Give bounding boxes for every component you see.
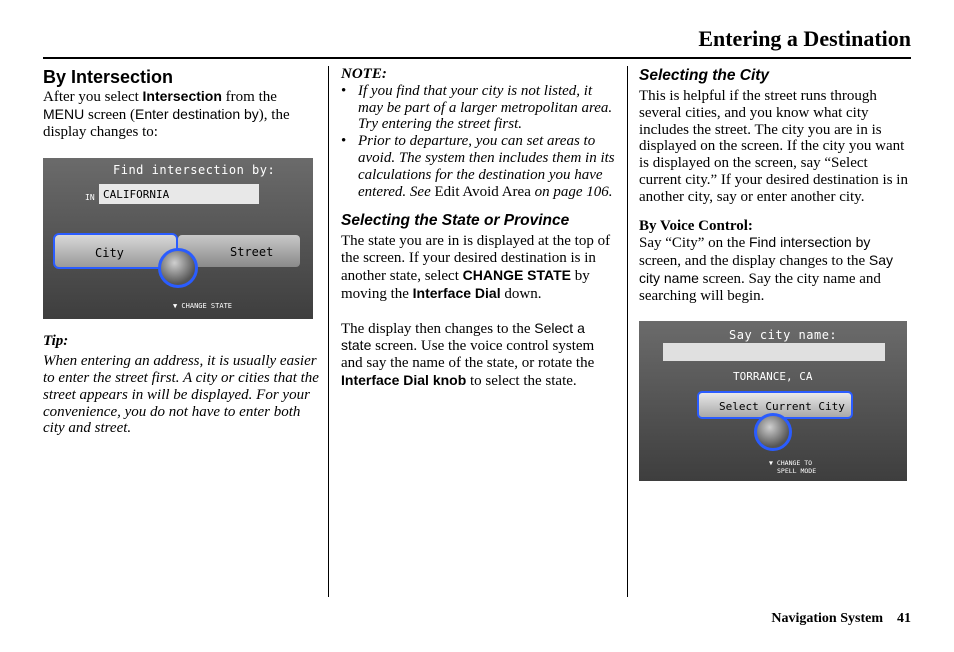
page-footer	[771, 611, 911, 627]
city-button: City	[53, 233, 178, 269]
city-name-field	[663, 343, 885, 361]
page-number: 41	[897, 611, 911, 626]
street-button: Street	[178, 235, 300, 267]
page-title: Entering a Destination	[698, 26, 911, 51]
interface-dial-icon	[158, 248, 198, 288]
section-heading-city: Selecting the City	[639, 67, 770, 84]
state-field: CALIFORNIA	[99, 184, 259, 204]
section-heading-intersection: By Intersection	[43, 67, 174, 87]
note-list	[341, 83, 617, 201]
voice-control-paragraph: Say “City” on the Find intersection by screen, and the display changes to the Say city name screen. Say the city name and searching will begin.	[639, 234, 894, 304]
footer-label: Navigation System	[771, 611, 883, 626]
note-item-2: • Prior to departure, you can set areas to avoid. The system then includes them in its calculations for the destination you have entered. See Edit Avoid Area on page 106.	[341, 133, 617, 200]
find-intersection-screen	[43, 158, 313, 319]
city-paragraph: This is helpful if the street runs through several cities, and you know what city includes the street. The city you are in is displayed on the screen. If the city you want is displayed on the screen, say “Select current city.” If your desired destination is in another city, say or enter another city.	[639, 88, 908, 205]
note-label: NOTE:	[341, 66, 387, 82]
tip-text: When entering an address, it is usually easier to enter the street first. A city or cities that the street appears in will be displayed. For your convenience, you do not have to enter both city and street.	[43, 353, 319, 437]
change-state-hint: ▼ CHANGE STATE	[173, 302, 233, 311]
tip-label: Tip:	[43, 333, 69, 350]
current-city: TORRANCE, CA	[733, 369, 813, 383]
column-3	[639, 66, 911, 481]
column-2	[341, 66, 617, 390]
voice-control-label: By Voice Control:	[639, 217, 753, 234]
column-divider-1	[328, 66, 329, 597]
screen-title: Say city name:	[729, 327, 838, 342]
select-current-city-button: Select Current City	[697, 391, 853, 419]
screen-title: Find intersection by:	[113, 163, 276, 178]
section-heading-state: Selecting the State or Province	[341, 212, 570, 230]
title-rule	[43, 57, 911, 59]
column-divider-2	[627, 66, 628, 597]
intro-paragraph: After you select Intersection from the MENU screen (Enter destination by), the display changes to:	[43, 88, 290, 140]
column-1	[43, 66, 321, 437]
state-paragraph-1: The state you are in is displayed at the top of the screen. If your desired destination is in another state, select CHANGE STATE by moving the Interface Dial down.	[341, 233, 611, 302]
spell-mode-hint: ▼ CHANGE TO SPELL MODE	[769, 458, 817, 475]
state-paragraph-2: The display then changes to the Select a state screen. Use the voice control system and say the name of the state, or rotate the Interface Dial knob to select the state.	[341, 319, 595, 389]
say-city-name-screen	[639, 321, 907, 481]
note-item-1: • If you find that your city is not listed, it may be part of a larger metropolitan area. Try entering the street first.	[341, 83, 617, 133]
in-label: IN	[85, 193, 95, 203]
interface-dial-icon	[754, 413, 792, 451]
